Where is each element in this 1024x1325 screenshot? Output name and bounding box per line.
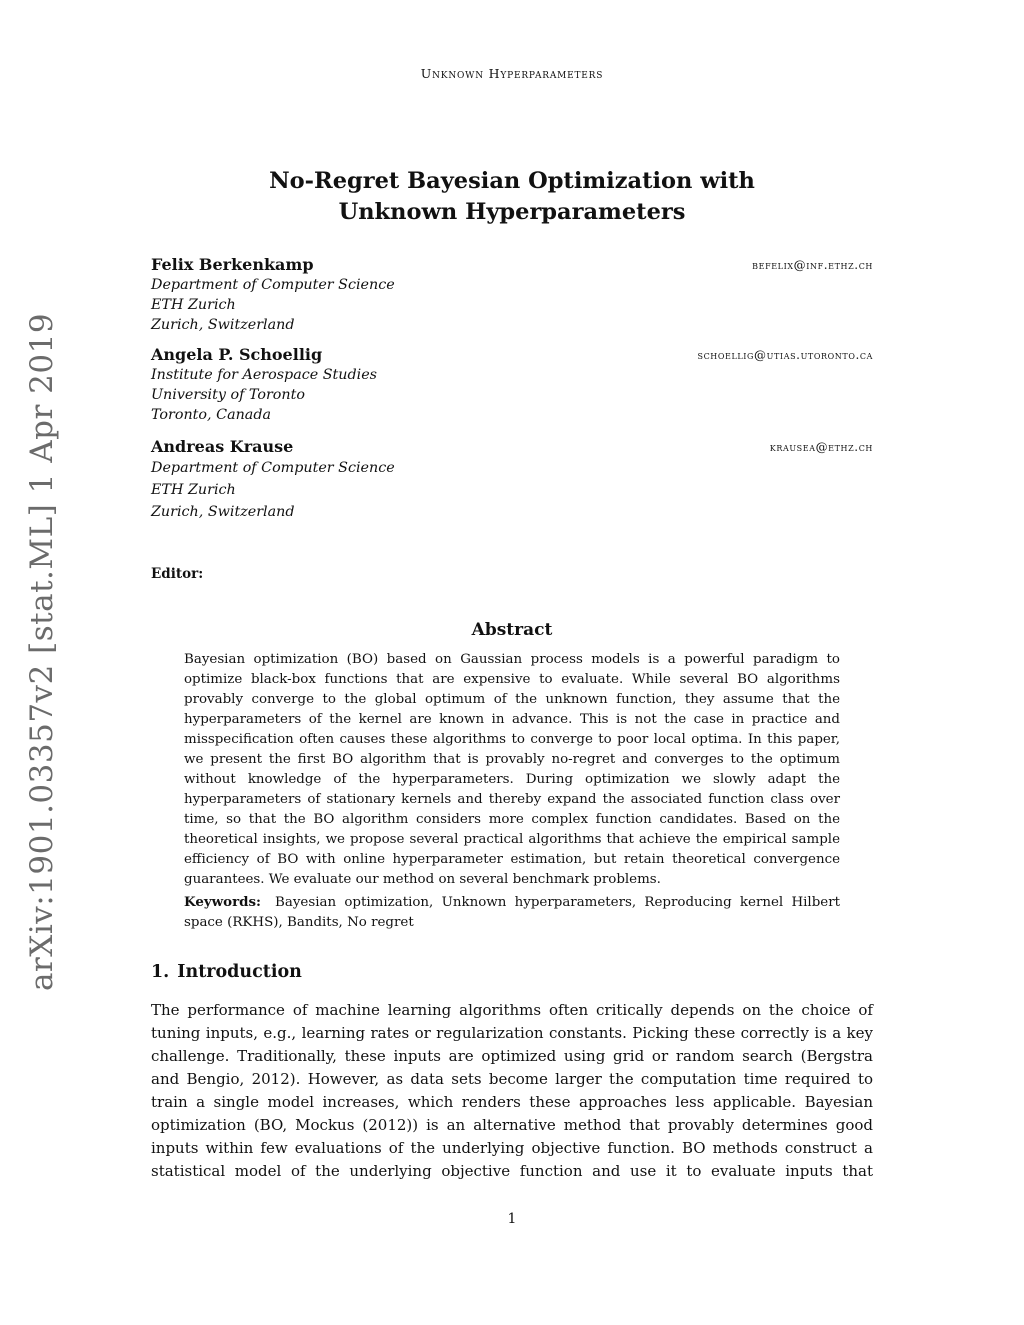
author-block (151, 255, 873, 335)
author-affiliation-line: University of Toronto (151, 387, 305, 403)
author-affiliation-line: Zurich, Switzerland (151, 504, 295, 520)
author-block (151, 345, 873, 425)
arxiv-stamp: arXiv:1901.03357v2 [stat.ML] 1 Apr 2019 (24, 312, 60, 992)
title-line-2: Unknown Hyperparameters (338, 199, 686, 225)
keywords-text: Bayesian optimization, Unknown hyperparameters, Reproducing kernel Hilbert space (RKHS), Bandits, No regret (184, 895, 840, 930)
author-affiliation-line: Institute for Aerospace Studies (151, 367, 378, 383)
author-affiliation-line: Department of Computer Science (151, 277, 395, 293)
paper-title (0, 166, 1024, 228)
keywords-label: Keywords: (184, 894, 262, 910)
section-heading (151, 962, 302, 982)
section-number: 1. (151, 962, 170, 982)
page-number: 1 (507, 1211, 517, 1227)
author-block (151, 437, 873, 523)
author-affiliation-line: Toronto, Canada (151, 407, 271, 423)
author-email[interactable]: befelix@inf.ethz.ch (752, 258, 873, 272)
abstract-heading: Abstract (471, 620, 553, 640)
author-affiliation-line: ETH Zurich (151, 297, 236, 313)
title-line-1: No-Regret Bayesian Optimization with (269, 168, 755, 194)
author-name: Angela P. Schoellig (151, 345, 323, 364)
introduction-text: The performance of machine learning algorithms often critically depends on the choice of tuning inputs, e.g., learning rates or regularization constants. Picking these correctly is a key challenge. Traditionally, these inputs are optimized using grid or random search (Bergstra and Bengio, 2012). However, as data sets become larger the computation time required to train a single model increases, which renders these approaches less applicable. Bayesian optimization (BO, Mockus (2012)) is an alternative method that provably determines good inputs within few evaluations of the underlying objective function. BO methods construct a statistical model of the underlying objective function and use it to evaluate inputs that (151, 1001, 873, 1180)
author-name: Andreas Krause (151, 437, 294, 456)
keywords (184, 892, 840, 933)
editor-label: Editor: (151, 566, 204, 582)
author-affiliation-line: Zurich, Switzerland (151, 317, 295, 333)
author-affiliation-line: Department of Computer Science (151, 460, 395, 476)
abstract-text: Bayesian optimization (BO) based on Gaussian process models is a powerful paradigm to optimize black-box functions that are expensive to evaluate. While several BO algorithms provably converge to the global optimum of the unknown function, they assume that the hyperparameters of the kernel are known in advance. This is not the case in practice and misspecification often causes these algorithms to converge to poor local optima. In this paper, we present the first BO algorithm that is provably no-regret and converges to the optimum without knowledge of the hyperparameters. During optimization we slowly adapt the hyperparameters of stationary kernels and thereby expand the associated function class over time, so that the BO algorithm considers more complex function candidates. Based on the theoretical insights, we propose several practical algorithms that achieve the empirical sample efficiency of BO with online hyperparameter estimation, but retain theoretical convergence guarantees. We evaluate our method on several benchmark problems. (184, 652, 840, 887)
section-title: Introduction (177, 962, 302, 982)
running-head: Unknown Hyperparameters (420, 66, 604, 81)
author-email[interactable]: schoellig@utias.utoronto.ca (697, 348, 873, 362)
author-affiliation-line: ETH Zurich (151, 482, 236, 498)
author-name: Felix Berkenkamp (151, 255, 314, 274)
author-email[interactable]: krausea@ethz.ch (769, 440, 873, 454)
